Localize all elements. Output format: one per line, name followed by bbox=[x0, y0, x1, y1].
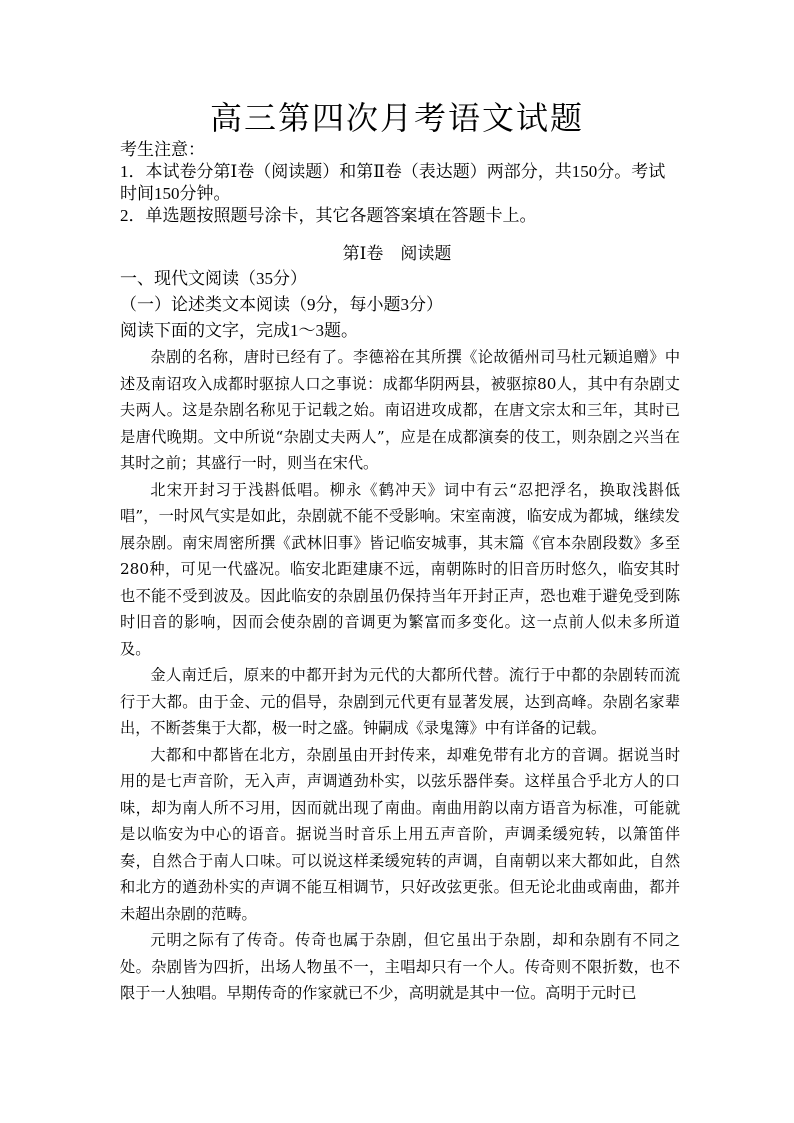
part-heading: 一、现代文阅读（35分） bbox=[120, 269, 307, 288]
notice-item-2: 2．单选题按照题号涂卡，其它各题答案填在答题卡上。 bbox=[120, 206, 537, 225]
passage-paragraph-2: 北宋开封习于浅斟低唱。柳永《鹤冲天》词中有云“忍把浮名，换取浅斟低唱”，一时风气实是如此，杂剧就不能不受影响。宋室南渡，临安成为都城，继续发展杂剧。南宋周密所撰《武林旧事》皆记临安城事，其末篇《官本杂剧段数》多至280种，可见一代盛况。临安北距建康不远，南朝陈时的旧音历时悠久，临安其时也不能不受到波及。因此临安的杂剧虽仍保持当年开封正声，恐也难于避免受到陈时旧音的影响，因而会使杂剧的音调更为繁富而多变化。这一点前人似未多所道及。 bbox=[120, 480, 680, 658]
sub-heading: （一）论述类文本阅读（9分，每小题3分） bbox=[120, 295, 443, 314]
section-title: 第Ⅰ卷 阅读题 bbox=[342, 244, 452, 263]
passage-paragraph-4: 大都和中都皆在北方，杂剧虽由开封传来，却难免带有北方的音调。据说当时用的是七声音阶，无入声，声调遒劲朴实，以弦乐器伴奏。这样虽合乎北方人的口味，却为南人所不习用，因而就出现了南曲。南曲用韵以南方语音为标准，可能就是以临安为中心的语音。据说当时音乐上用五声音阶，声调柔缓宛转，以箫笛伴奏，自然合于南人口味。可以说这样柔缓宛转的声调，自南朝以来大都如此，自然和北方的遒劲朴实的声调不能互相调节，只好改弦更张。但无论北曲或南曲，都并未超出杂剧的范畴。 bbox=[120, 745, 680, 923]
passage-paragraph-3: 金人南迁后，原来的中都开封为元代的大都所代替。流行于中都的杂剧转而流行于大都。由于金、元的倡导，杂剧到元代更有显著发展，达到高峰。杂剧名家辈出，不断荟集于大都，极一时之盛。钟嗣成《录鬼簿》中有详备的记载。 bbox=[120, 666, 680, 737]
passage-paragraph-5: 元明之际有了传奇。传奇也属于杂剧，但它虽出于杂剧，却和杂剧有不同之处。杂剧皆为四折，出场人物虽不一，主唱却只有一个人。传奇则不限折数，也不限于一人独唱。早期传奇的作家就已不少，高明就是其中一位。高明于元时已 bbox=[120, 931, 680, 1002]
passage bbox=[120, 344, 680, 1007]
passage-paragraph-1: 杂剧的名称，唐时已经有了。李德裕在其所撰《论故循州司马杜元颖追赠》中述及南诏攻入成都时驱掠人口之事说：成都华阴两县，被驱掠80人，其中有杂剧丈夫两人。这是杂剧名称见于记载之始。南诏进攻成都，在唐文宗太和三年，其时已是唐代晚期。文中所说“杂剧丈夫两人”，应是在成都演奏的伎工，则杂剧之兴当在其时之前；其盛行一时，则当在宋代。 bbox=[120, 348, 680, 472]
exam-title: 高三第四次月考语文试题 bbox=[209, 99, 584, 137]
notice-heading: 考生注意： bbox=[120, 140, 205, 159]
instruction: 阅读下面的文字，完成1～3题。 bbox=[120, 321, 358, 340]
notice-item-1: 1．本试卷分第Ⅰ卷（阅读题）和第Ⅱ卷（表达题）两部分，共150分。考试时间150分钟。 bbox=[120, 162, 666, 203]
